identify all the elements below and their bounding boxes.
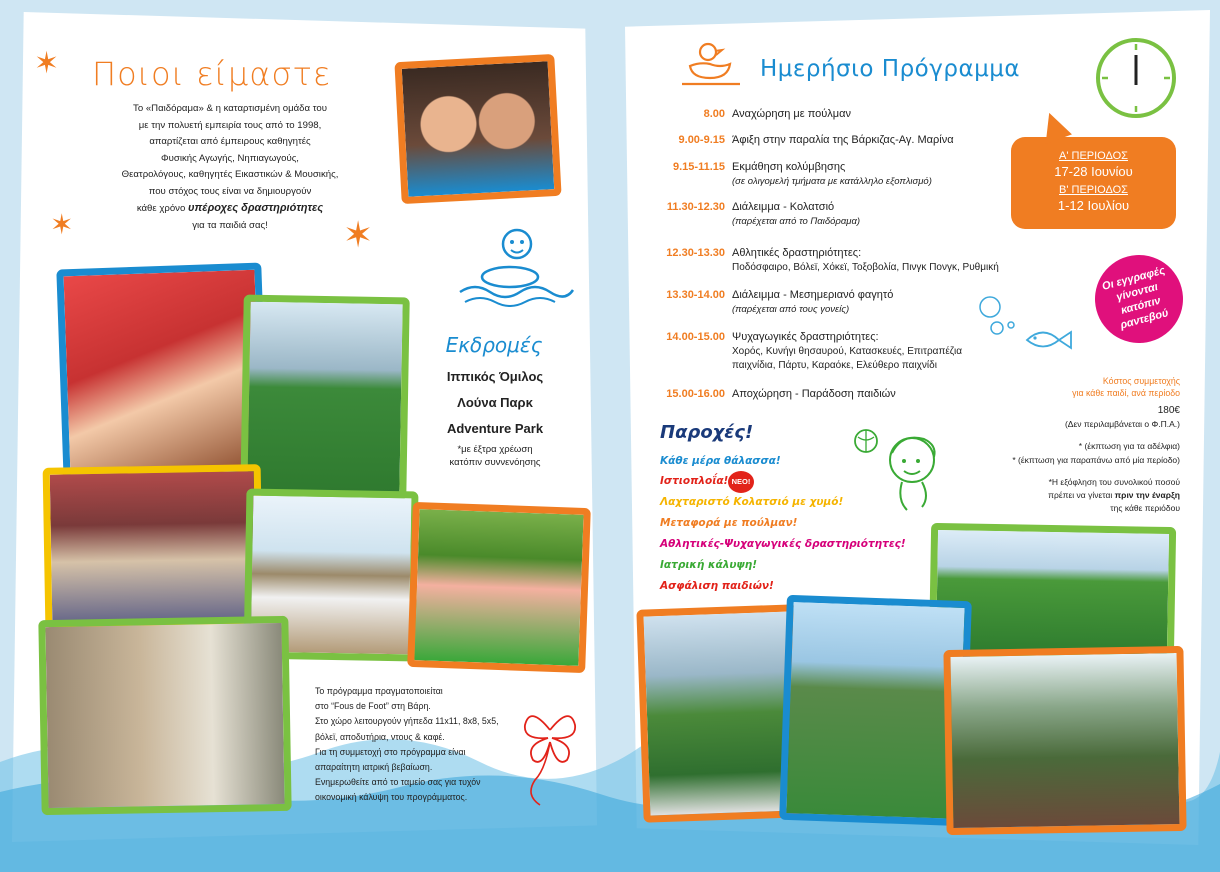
- clock-icon: [1093, 35, 1179, 121]
- excursions-title: Εκδρομές: [445, 333, 543, 357]
- about-line: απαρτίζεται από έμπειρους καθηγητές: [149, 136, 311, 147]
- photo-adventure-park: [943, 646, 1186, 835]
- period-b-dates: 1-12 Ιουλίου: [1057, 198, 1130, 213]
- about-line: που στόχος τους είναι να δημιουργούν: [148, 185, 312, 197]
- benefit-item: Κάθε μέρα θάλασσα!: [660, 455, 781, 467]
- team-photo: [394, 54, 561, 204]
- excursion-item: Ιππικός Όμιλος: [446, 369, 544, 384]
- about-line: για τα παιδιά σας!: [192, 219, 268, 231]
- photo-basketball: [636, 604, 803, 822]
- photo-volleyball: [779, 595, 972, 826]
- about-line: κάθε χρόνο υπέροχες δραστηριότητες: [136, 202, 324, 214]
- schedule-row: 14.00-15.00 Ψυχαγωγικές δραστηριότητες: Χορός, Κυνήγι θησαυρού, Κατασκευές, Επιτραπέζια παιχνίδια, Πάρτυ, Καραόκε, Ελεύθερο παιχνίδι: [666, 331, 963, 371]
- schedule-row: 9.15-11.15 Εκμάθηση κολύμβησης (σε ολιγομελή τμήματα με κατάλληλο εξοπλισμό): [673, 161, 932, 187]
- about-highlight: υπέροχες δραστηριότητες: [187, 202, 324, 214]
- butterfly-icon: [515, 700, 585, 810]
- venue-line: βόλεϊ, αποδυτήρια, ντους & καφέ.: [315, 731, 445, 742]
- photo-climbing-group: [43, 464, 264, 628]
- starfish-icon: ✶: [343, 215, 374, 256]
- excursion-item: Λούνα Παρκ: [457, 395, 533, 410]
- schedule-row: 13.30-14.00 Διάλειμμα - Μεσημεριανό φαγητό (παρέχεται από τους γονείς): [666, 289, 894, 315]
- new-badge: ΝΕΟ!: [728, 471, 754, 493]
- starfish-icon: ✶: [34, 46, 60, 81]
- venue-line: απαραίτητη ιατρική βεβαίωση.: [315, 762, 433, 773]
- cost-discount: * (έκπτωση για τα αδέλφια): [1078, 441, 1180, 451]
- schedule-title: Ημερήσιο Πρόγραμμα: [760, 56, 1021, 82]
- venue-line: Το πρόγραμμα πραγματοποιείται: [315, 686, 443, 696]
- fish-icon: [975, 295, 1075, 355]
- starfish-icon: ✶: [50, 208, 74, 241]
- schedule-row: 9.00-9.15 Άφιξη στην παραλία της Βάρκιζας-Αγ. Μαρίνα: [678, 134, 954, 146]
- about-line: Φυσικής Αγωγής, Νηπιαγωγούς,: [161, 152, 299, 164]
- cost-discount: * (έκπτωση για παραπάνω από μία περίοδο): [1012, 455, 1180, 465]
- venue-line: Στο χώρο λειτουργούν γήπεδα 11x11, 8x8, 5x5,: [315, 716, 499, 727]
- photo-hockey: [240, 295, 410, 501]
- swimmer-kid-icon: [455, 222, 575, 307]
- excursions-note: *με έξτρα χρέωση κατόπιν συννενόησης: [449, 444, 541, 468]
- benefit-item: Μεταφορά με πούλμαν!: [660, 517, 798, 529]
- schedule-row: 11.30-12.30 Διάλειμμα - Κολατσιό (παρέχεται από το Παιδόραμα): [666, 201, 861, 227]
- cost-payment: *Η εξόφληση του συνολικού ποσού πρέπει να γίνεται πριν την έναρξη της κάθε περιόδου: [1048, 477, 1180, 513]
- schedule-row: 12.30-13.30 Αθλητικές δραστηριότητες: Ποδόσφαιρο, Βόλεϊ, Χόκεϊ, Τοξοβολία, Πινγκ Πονγκ, Ρυθμική: [666, 247, 999, 273]
- duck-icon: [680, 38, 742, 88]
- photo-kids-cubes: [56, 262, 268, 484]
- excursion-item: Adventure Park: [446, 421, 544, 436]
- registration-badge: Οι εγγραφές γίνονται κατόπιν ραντεβού: [1085, 245, 1193, 353]
- kid-ball-icon: [852, 425, 952, 515]
- photo-adventure-wall: [38, 616, 291, 815]
- benefit-item: Αθλητικές-Ψυχαγωγικές δραστηριότητες!: [660, 538, 906, 550]
- about-line: με την πολυετή εμπειρία τους από το 1998,: [138, 119, 322, 131]
- photo-luna-park: [407, 502, 591, 673]
- cost-vat: (Δεν περιλαμβάνεται ο Φ.Π.Α.): [1064, 419, 1180, 429]
- periods-bubble: [1011, 137, 1176, 229]
- period-b-label: Β' ΠΕΡΙΟΔΟΣ: [1059, 184, 1128, 196]
- cost-label: Κόστος συμμετοχής για κάθε παιδί, ανά περίοδο: [1072, 376, 1180, 398]
- benefit-item: Λαχταριστό Κολατσιό με χυμό!: [660, 496, 844, 508]
- about-line: Το «Παιδόραμα» & η καταρτισμένη ομάδα του: [133, 103, 327, 114]
- venue-line: Για τη συμμετοχή στο πρόγραμμα είναι: [315, 746, 466, 757]
- benefits-title: Παροχές!: [660, 422, 754, 443]
- schedule-row: 15.00-16.00 Αποχώρηση - Παράδοση παιδιών: [666, 388, 896, 400]
- venue-line: Ενημερωθείτε από το ταμείο σας για τυχόν: [315, 777, 481, 788]
- benefit-item: Ιατρική κάλυψη!: [660, 559, 758, 571]
- cost-price: 180€: [1157, 405, 1180, 416]
- about-title: Ποιοι είμαστε: [92, 55, 332, 93]
- venue-text: [315, 684, 535, 806]
- benefit-item: Ασφάλιση παιδιών!: [660, 580, 774, 592]
- venue-line: οικονομική κάλυψη του προγράμματος.: [315, 792, 468, 803]
- about-text: [105, 101, 355, 234]
- benefit-item: Ιστιοπλοΐα!: [660, 475, 729, 487]
- about-line: Θεατρολόγους, καθηγητές Εικαστικών & Μουσικής,: [121, 169, 339, 180]
- venue-line: στο “Fous de Foot” στη Βάρη.: [315, 701, 431, 712]
- excursions-list: [415, 364, 575, 442]
- schedule-row: 8.00 Αναχώρηση με πούλμαν: [703, 108, 851, 120]
- period-a-dates: 17-28 Ιουνίου: [1054, 164, 1133, 179]
- period-a-label: Α' ΠΕΡΙΟΔΟΣ: [1059, 150, 1128, 162]
